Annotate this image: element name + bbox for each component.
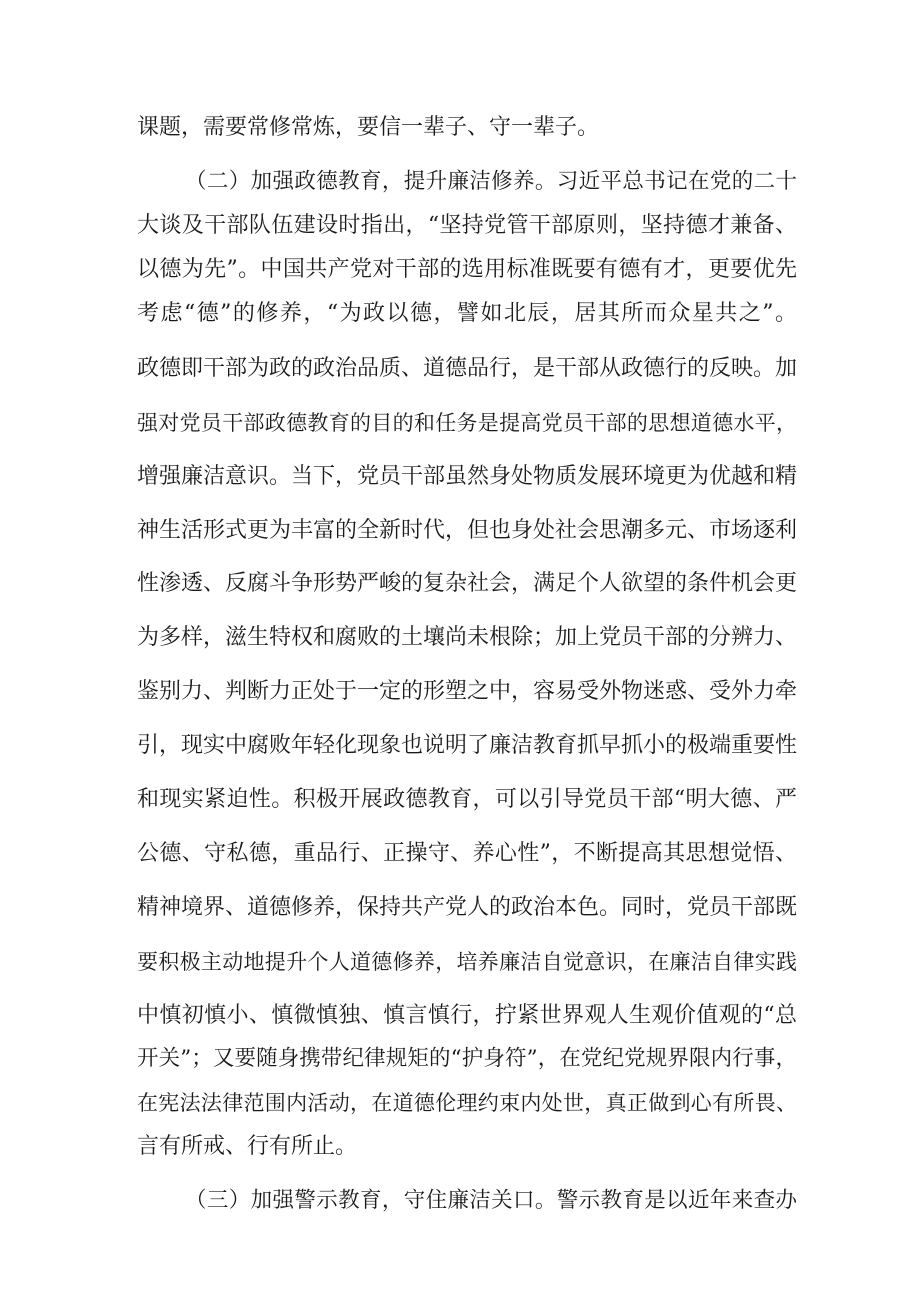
text-line-6: 政德即干部为政的政治品质、道德品行，是干部从政德行的反映。加: [137, 356, 798, 381]
text-line-1: 课题，需要常修常炼，要信一辈子、守一辈子。: [137, 115, 600, 140]
text-line-16: 精神境界、道德修养，保持共产党人的政治本色。同时，党员干部既: [137, 895, 798, 920]
text-line-14: 和现实紧迫性。积极开展政德教育，可以引导党员干部“明大德、严: [137, 787, 797, 812]
text-line-17: 要积极主动地提升个人道德修养，培养廉洁自觉意识，在廉洁自律实践: [137, 950, 797, 974]
text-line-15: 公德、守私德，重品行、正操守、养心性”，不断提高其思想觉悟、: [137, 841, 797, 866]
text-line-8: 增强廉洁意识。当下，党员干部虽然身处物质发展环境更为优越和精: [137, 464, 798, 489]
text-line-12: 鉴别力、判断力正处于一定的形塑之中，容易受外物迷惑、受外力牵: [137, 679, 798, 704]
text-line-7: 强对党员干部政德教育的目的和任务是提高党员干部的思想道德水平，: [137, 411, 797, 435]
section-heading-2: （二）加强政德教育，提升廉洁修养。习近平总书记在党的二十: [185, 169, 797, 194]
text-line-13: 引，现实中腐败年轻化现象也说明了廉洁教育抓早抓小的极端重要性: [137, 733, 798, 758]
text-line-20: 在宪法法律范围内活动，在道德伦理约束内处世，真正做到心有所畏、: [137, 1091, 797, 1115]
text-line-9: 神生活形式更为丰富的全新时代，但也身处社会思潮多元、市场逐利: [137, 518, 798, 543]
text-line-3: 大谈及干部队伍建设时指出，“坚持党管干部原则，坚持德才兼备、: [137, 213, 797, 238]
text-line-11: 为多样，滋生特权和腐败的土壤尚未根除；加上党员干部的分辨力、: [137, 625, 798, 650]
section-heading-3: （三）加强警示教育，守住廉洁关口。警示教育是以近年来查办: [185, 1188, 797, 1213]
text-line-10: 性渗透、反腐斗争形势严峻的复杂社会，满足个人欲望的条件机会更: [137, 571, 798, 596]
text-line-5: 考虑“德”的修养，“为政以德，譬如北辰，居其所而众星共之”。: [137, 301, 797, 326]
text-line-21: 言有所戒、行有所止。: [137, 1134, 358, 1159]
text-line-19: 开关”；又要随身携带纪律规矩的“护身符”，在党纪党规界限内行事，: [137, 1046, 797, 1071]
text-line-4: 以德为先”。中国共产党对干部的选用标准既要有德有才，更要优先: [137, 257, 797, 282]
text-line-18: 中慎初慎小、慎微慎独、慎言慎行，拧紧世界观人生观价值观的“总: [137, 1003, 797, 1028]
